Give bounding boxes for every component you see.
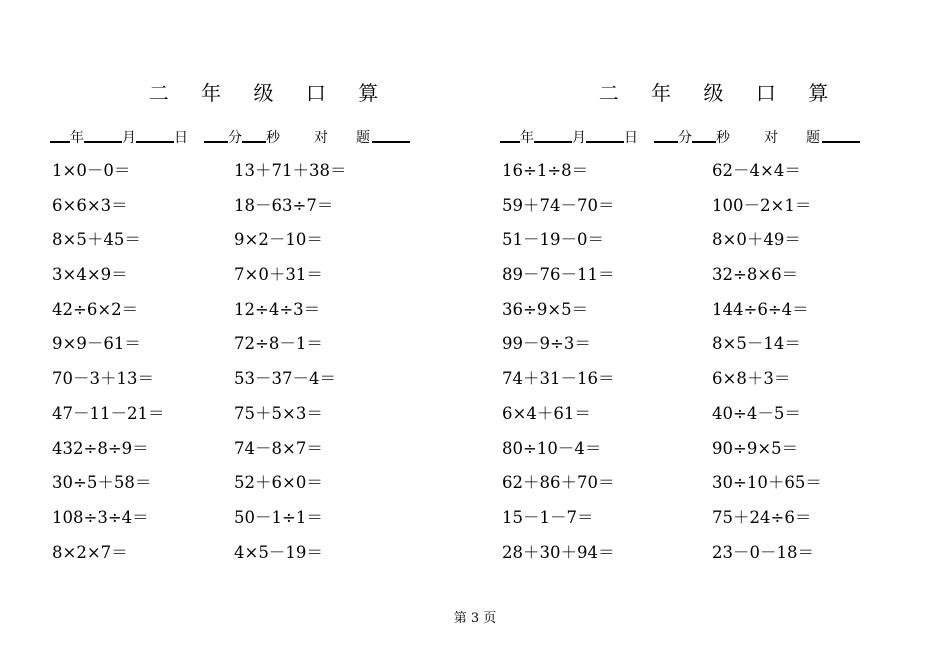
problem-row xyxy=(50,507,490,542)
problem-row xyxy=(500,472,940,507)
problem-row xyxy=(500,160,940,195)
problem-list xyxy=(50,160,490,576)
arithmetic-problem: 99－9÷3＝ xyxy=(502,334,591,354)
year-label: 年 xyxy=(520,130,534,146)
problem-row xyxy=(500,195,940,230)
arithmetic-problem: 59＋74－70＝ xyxy=(502,195,615,215)
arithmetic-problem: 8×5＋45＝ xyxy=(52,230,141,250)
month-label: 月 xyxy=(122,130,136,146)
arithmetic-problem: 52＋6×0＝ xyxy=(234,473,323,493)
problem-row xyxy=(50,264,490,299)
arithmetic-problem: 50－1÷1＝ xyxy=(234,507,323,527)
arithmetic-problem: 42÷6×2＝ xyxy=(52,299,139,319)
problem-row xyxy=(50,438,490,473)
arithmetic-problem: 18－63÷7＝ xyxy=(234,195,334,215)
arithmetic-problem: 13＋71＋38＝ xyxy=(234,161,347,180)
arithmetic-problem: 51－19－0＝ xyxy=(502,230,604,250)
minute-blank[interactable] xyxy=(204,127,228,143)
minute-blank[interactable] xyxy=(654,127,678,143)
worksheet-title: 二 年 级 口 算 xyxy=(148,81,392,105)
arithmetic-problem: 28＋30＋94＝ xyxy=(502,542,615,562)
arithmetic-problem: 16÷1÷8＝ xyxy=(502,161,589,180)
arithmetic-problem: 3×4×9＝ xyxy=(52,265,128,285)
arithmetic-problem: 1×0－0＝ xyxy=(52,161,131,180)
arithmetic-problem: 74＋31－16＝ xyxy=(502,369,615,389)
arithmetic-problem: 47－11－21＝ xyxy=(52,403,165,423)
year-blank[interactable] xyxy=(500,127,520,143)
arithmetic-problem: 62－4×4＝ xyxy=(712,161,801,180)
arithmetic-problem: 9×9－61＝ xyxy=(52,334,141,354)
arithmetic-problem: 8×5－14＝ xyxy=(712,334,801,354)
arithmetic-problem: 72÷8－1＝ xyxy=(234,334,323,354)
problem-label: 题 xyxy=(356,130,370,146)
problem-row xyxy=(500,403,940,438)
arithmetic-problem: 89－76－11＝ xyxy=(502,265,615,285)
problem-row xyxy=(500,368,940,403)
arithmetic-problem: 62＋86＋70＝ xyxy=(502,473,615,493)
arithmetic-problem: 40÷4－5＝ xyxy=(712,403,801,423)
problem-row xyxy=(50,472,490,507)
problem-row xyxy=(50,368,490,403)
arithmetic-problem: 144÷6÷4＝ xyxy=(712,299,809,319)
arithmetic-problem: 90÷9×5＝ xyxy=(712,438,799,458)
month-blank[interactable] xyxy=(534,127,572,143)
correct-label: 对 xyxy=(764,130,778,146)
problem-row xyxy=(50,160,490,195)
arithmetic-problem: 6×6×3＝ xyxy=(52,195,128,215)
arithmetic-problem: 74－8×7＝ xyxy=(234,438,323,458)
arithmetic-problem: 108÷3÷4＝ xyxy=(52,507,149,527)
arithmetic-problem: 53－37－4＝ xyxy=(234,369,336,389)
problem-row xyxy=(500,542,940,577)
correct-label: 对 xyxy=(314,130,328,146)
problem-row xyxy=(50,195,490,230)
arithmetic-problem: 7×0＋31＝ xyxy=(234,265,323,285)
second-blank[interactable] xyxy=(242,127,266,143)
arithmetic-problem: 6×8＋3＝ xyxy=(712,369,791,389)
problem-row xyxy=(500,264,940,299)
minute-label: 分 xyxy=(228,130,242,146)
arithmetic-problem: 32÷8×6＝ xyxy=(712,265,799,285)
score-blank[interactable] xyxy=(822,127,860,143)
arithmetic-problem: 432÷8÷9＝ xyxy=(52,438,149,458)
day-label: 日 xyxy=(174,130,188,146)
arithmetic-problem: 30÷5＋58＝ xyxy=(52,473,152,493)
problem-row xyxy=(50,333,490,368)
problem-row xyxy=(50,542,490,577)
arithmetic-problem: 80÷10－4＝ xyxy=(502,438,602,458)
problem-row xyxy=(50,299,490,334)
arithmetic-problem: 23－0－18＝ xyxy=(712,542,814,562)
year-blank[interactable] xyxy=(50,127,70,143)
arithmetic-problem: 100－2×1＝ xyxy=(712,195,812,215)
arithmetic-problem: 8×0＋49＝ xyxy=(712,230,801,250)
day-blank[interactable] xyxy=(136,127,174,143)
score-blank[interactable] xyxy=(372,127,410,143)
arithmetic-problem: 36÷9×5＝ xyxy=(502,299,589,319)
arithmetic-problem: 75＋5×3＝ xyxy=(234,403,323,423)
problem-row xyxy=(50,403,490,438)
worksheet-title: 二 年 级 口 算 xyxy=(598,81,842,105)
arithmetic-problem: 8×2×7＝ xyxy=(52,542,128,562)
problem-row xyxy=(500,507,940,542)
minute-label: 分 xyxy=(678,130,692,146)
arithmetic-problem: 6×4＋61＝ xyxy=(502,403,591,423)
month-label: 月 xyxy=(572,130,586,146)
arithmetic-problem: 75＋24÷6＝ xyxy=(712,507,812,527)
page-number: 第 3 页 xyxy=(453,611,497,626)
second-blank[interactable] xyxy=(692,127,716,143)
arithmetic-problem: 4×5－19＝ xyxy=(234,542,323,562)
arithmetic-problem: 70－3＋13＝ xyxy=(52,369,154,389)
arithmetic-problem: 12÷4÷3＝ xyxy=(234,299,321,319)
day-label: 日 xyxy=(624,130,638,146)
problem-label: 题 xyxy=(806,130,820,146)
second-label: 秒 xyxy=(266,130,280,146)
second-label: 秒 xyxy=(716,130,730,146)
problem-row xyxy=(500,229,940,264)
month-blank[interactable] xyxy=(84,127,122,143)
problem-list xyxy=(500,160,940,576)
day-blank[interactable] xyxy=(586,127,624,143)
arithmetic-problem: 9×2－10＝ xyxy=(234,230,323,250)
problem-row xyxy=(500,333,940,368)
date-time-score-line xyxy=(500,127,860,147)
arithmetic-problem: 15－1－7＝ xyxy=(502,507,594,527)
problem-row xyxy=(500,438,940,473)
date-time-score-line xyxy=(50,127,410,147)
year-label: 年 xyxy=(70,130,84,146)
problem-row xyxy=(500,299,940,334)
arithmetic-problem: 30÷10＋65＝ xyxy=(712,473,822,493)
problem-row xyxy=(50,229,490,264)
